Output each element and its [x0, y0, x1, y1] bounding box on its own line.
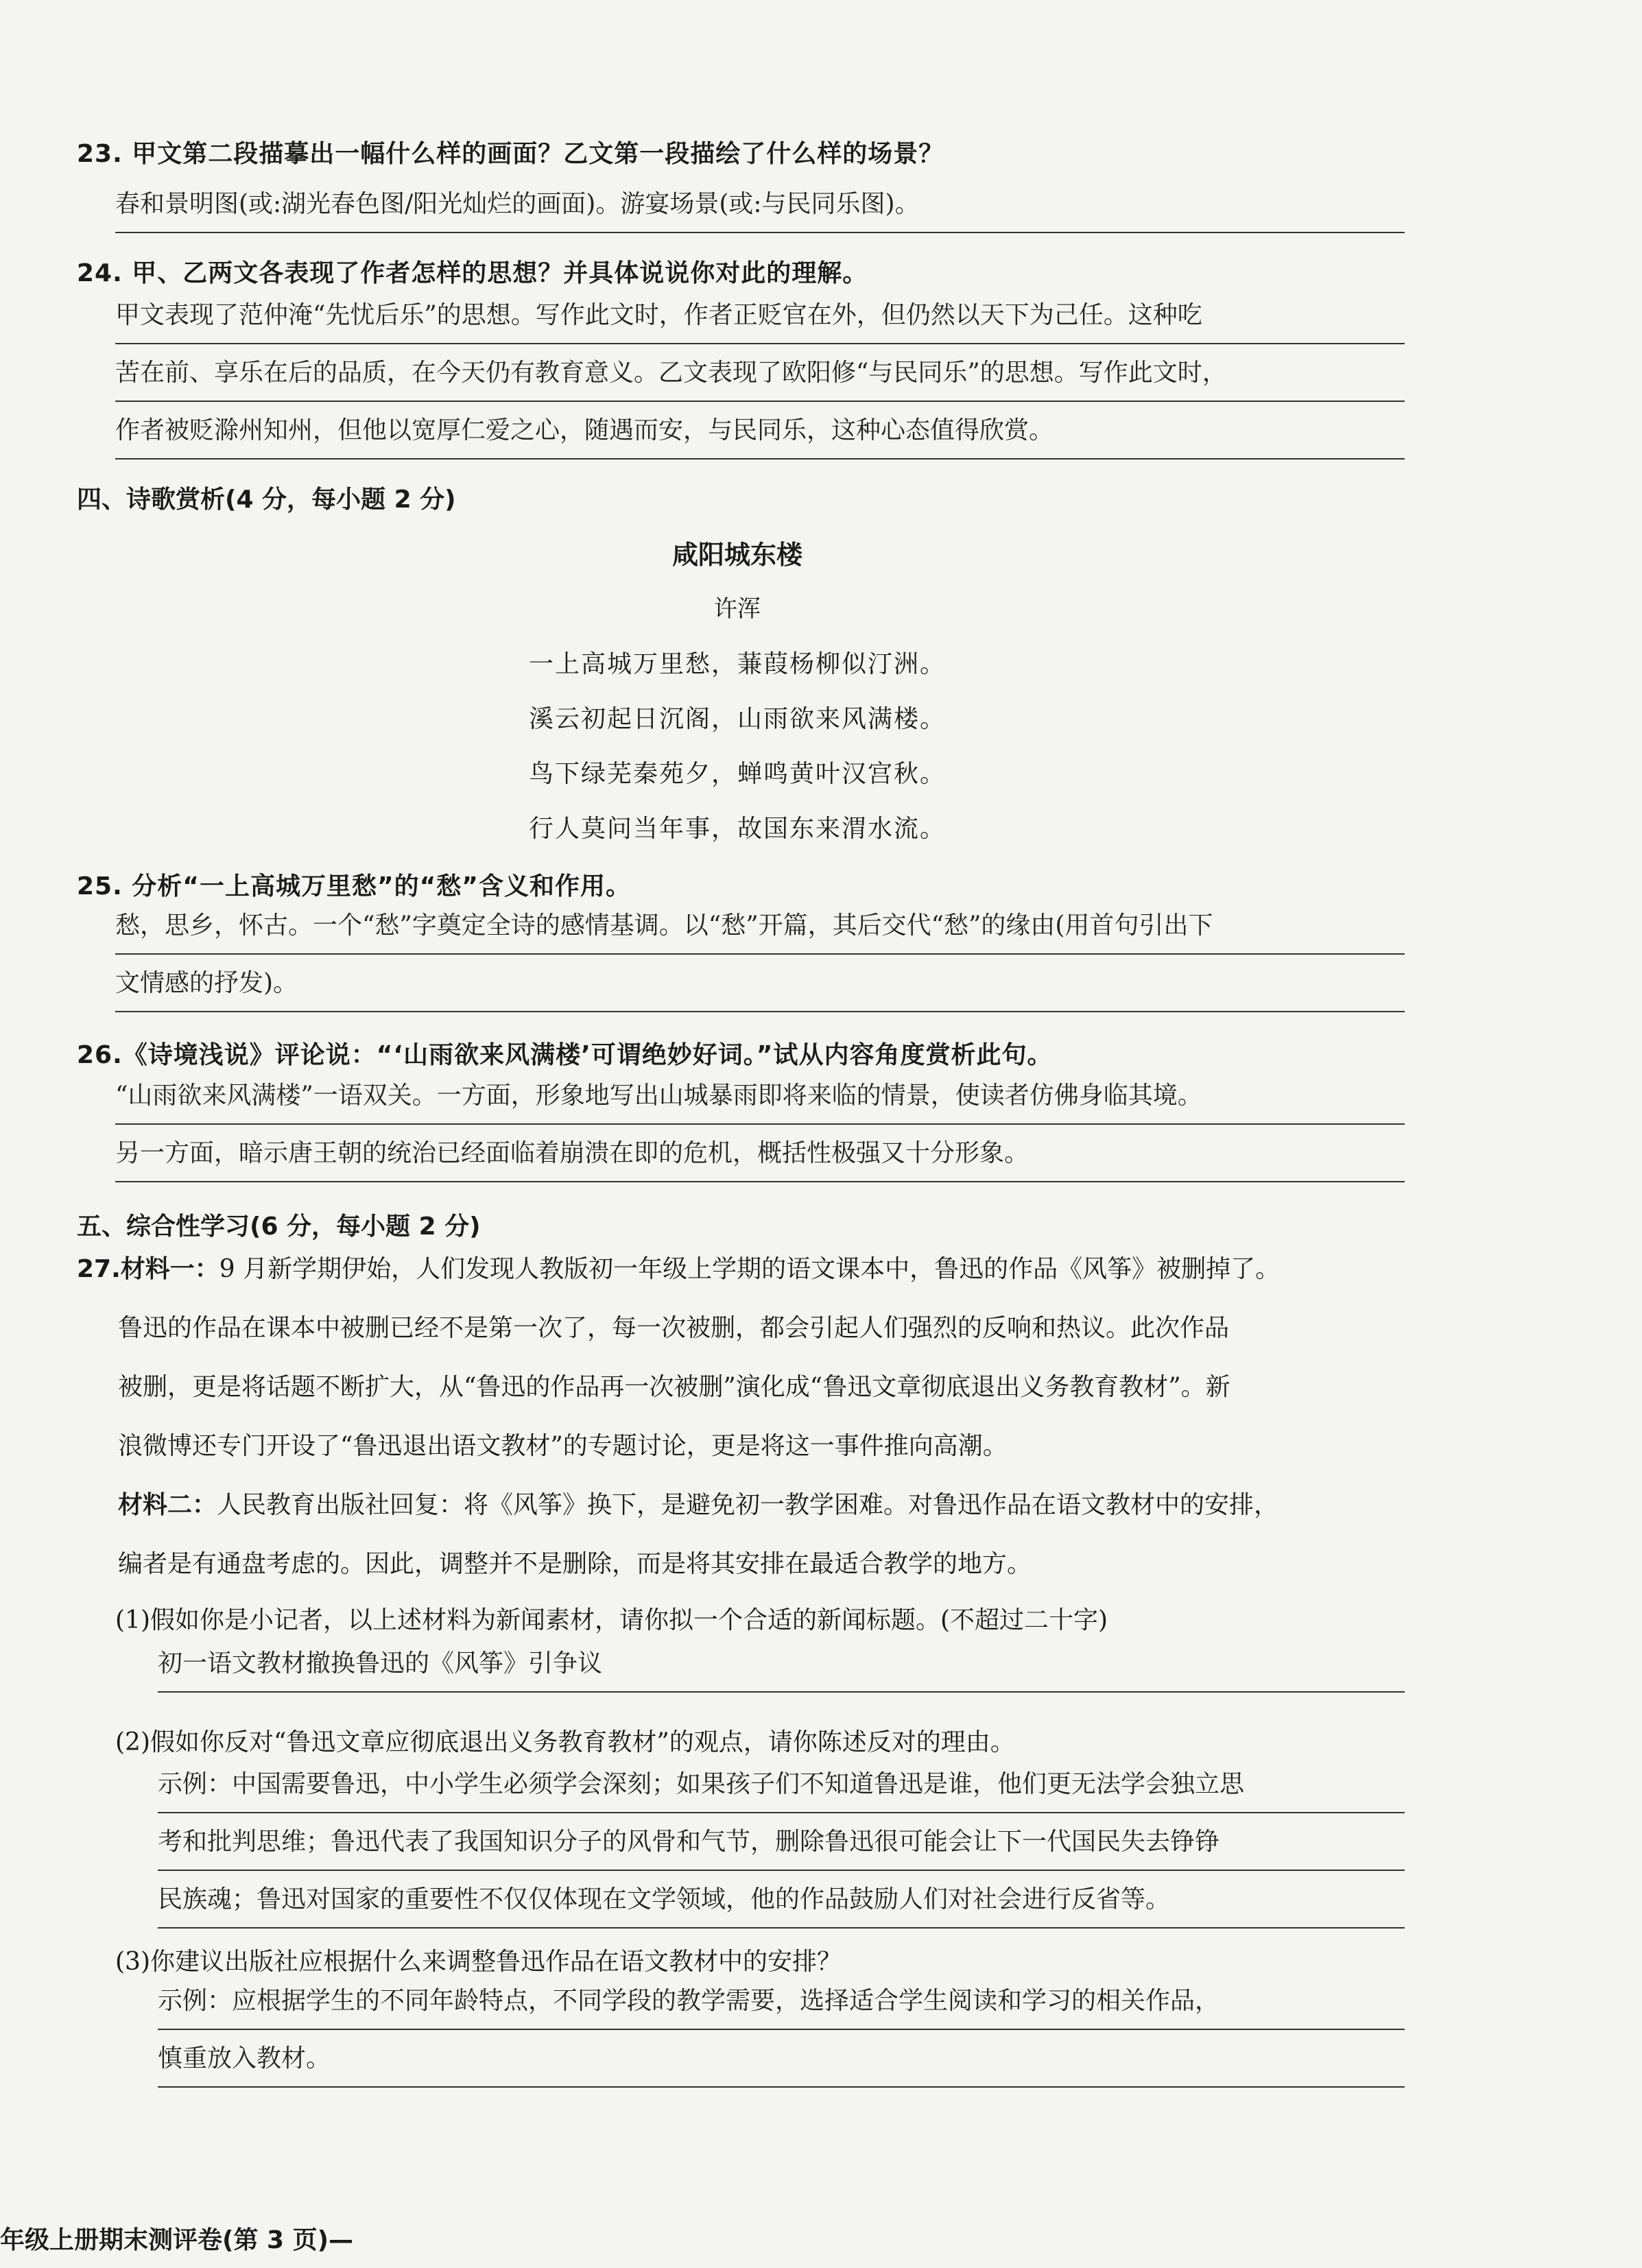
- page-footer: 年级上册期末测评卷(第 3 页)—: [0, 2226, 354, 2254]
- answer-line: 考和批判思维；鲁迅代表了我国知识分子的风骨和气节，删除鲁迅很可能会让下一代国民失去铮铮: [158, 1813, 1405, 1871]
- material-1-line: 鲁迅的作品在课本中被删已经不是第一次了，每一次被删，都会引起人们强烈的反响和热议。此次作品: [118, 1314, 1230, 1342]
- question-25: 25. 分析“一上高城万里愁”的“愁”含义和作用。: [77, 872, 631, 900]
- answer-line: 示例：应根据学生的不同年龄特点，不同学段的教学需要，选择适合学生阅读和学习的相关作品，: [158, 1972, 1405, 2030]
- material-2-text: 人民教育出版社回复：将《风筝》换下，是避免初一教学困难。对鲁迅作品在语文教材中的安排，: [217, 1491, 1279, 1519]
- answer-26: [115, 1067, 1405, 1182]
- answer-line: 民族魂；鲁迅对国家的重要性不仅仅体现在文学领域，他的作品鼓励人们对社会进行反省等。: [158, 1871, 1405, 1929]
- material-2-line: 编者是有通盘考虑的。因此，调整并不是删除，而是将其安排在最适合教学的地方。: [118, 1550, 1032, 1578]
- poem-title: 咸阳城东楼: [671, 540, 802, 570]
- material-1-line: 浪微博还专门开设了“鲁迅退出语文教材”的专题讨论，更是将这一事件推向高潮。: [118, 1432, 1008, 1460]
- poem-line: 鸟下绿芜秦苑夕，蝉鸣黄叶汉宫秋。: [528, 760, 946, 788]
- material-1-text: 9 月新学期伊始，人们发现人教版初一年级上学期的语文课本中，鲁迅的作品《风筝》被删掉了。: [219, 1255, 1281, 1283]
- material-2-label: 材料二：: [118, 1491, 217, 1519]
- answer-line: 作者被贬滁州知州，但他以宽厚仁爱之心，随遇而安，与民同乐，这种心态值得欣赏。: [115, 402, 1405, 459]
- question-27-2: (2)假如你反对“鲁迅文章应彻底退出义务教育教材”的观点，请你陈述反对的理由。: [115, 1728, 1015, 1756]
- question-24: 24. 甲、乙两文各表现了作者怎样的思想？并具体说说你对此的理解。: [77, 259, 868, 287]
- answer-line: 春和景明图(或:湖光春色图/阳光灿烂的画面)。游宴场景(或:与民同乐图)。: [115, 176, 1405, 233]
- answer-27-3: [158, 1972, 1405, 2088]
- question-27-3: (3)你建议出版社应根据什么来调整鲁迅作品在语文教材中的安排？: [115, 1948, 842, 1976]
- answer-line: 初一语文教材撤换鲁迅的《风筝》引争议: [158, 1635, 1405, 1693]
- section-5-title: 五、综合性学习(6 分，每小题 2 分): [77, 1213, 481, 1241]
- question-26: 26.《诗境浅说》评论说：“‘山雨欲来风满楼’可谓绝妙好词。”试从内容角度赏析此句。: [77, 1041, 1053, 1069]
- material-1-label: 材料一：: [120, 1255, 219, 1283]
- answer-line: “山雨欲来风满楼”一语双关。一方面，形象地写出山城暴雨即将来临的情景，使读者仿佛身临其境。: [115, 1067, 1405, 1125]
- answer-line: 示例：中国需要鲁迅，中小学生必须学会深刻；如果孩子们不知道鲁迅是谁，他们更无法学会独立思: [158, 1756, 1405, 1813]
- material-1-line: [77, 1240, 1414, 1299]
- answer-line: 愁，思乡，怀古。一个“愁”字奠定全诗的感情基调。以“愁”开篇，其后交代“愁”的缘由(用首句引出下: [115, 897, 1405, 955]
- material-1-line: 被删，更是将话题不断扩大，从“鲁迅的作品再一次被删”演化成“鲁迅文章彻底退出义务教育教材”。新: [118, 1373, 1230, 1401]
- question-27-materials: [77, 1240, 1414, 1594]
- question-23: 23. 甲文第二段描摹出一幅什么样的画面？乙文第一段描绘了什么样的场景？: [77, 140, 944, 168]
- answer-23: [115, 176, 1405, 233]
- poem-author: 许浑: [714, 595, 761, 623]
- answer-line: 苦在前、享乐在后的品质，在今天仍有教育意义。乙文表现了欧阳修“与民同乐”的思想。写作此文时，: [115, 344, 1405, 402]
- poem-line: 行人莫问当年事，故国东来渭水流。: [528, 815, 946, 843]
- question-27-1: (1)假如你是小记者，以上述材料为新闻素材，请你拟一个合适的新闻标题。(不超过二十字): [115, 1606, 1108, 1634]
- poem-line: 一上高城万里愁，蒹葭杨柳似汀洲。: [528, 650, 946, 678]
- material-2-line: [77, 1476, 1414, 1535]
- answer-line: 慎重放入教材。: [158, 2030, 1405, 2088]
- answer-25: [115, 897, 1405, 1012]
- section-4-title: 四、诗歌赏析(4 分，每小题 2 分): [77, 486, 456, 514]
- poem-line: 溪云初起日沉阁，山雨欲来风满楼。: [528, 705, 946, 733]
- answer-line: 另一方面，暗示唐王朝的统治已经面临着崩溃在即的危机，概括性极强又十分形象。: [115, 1125, 1405, 1182]
- answer-27-1: [158, 1635, 1405, 1693]
- answer-27-2: [158, 1756, 1405, 1929]
- answer-24: [115, 287, 1405, 459]
- answer-line: 甲文表现了范仲淹“先忧后乐”的思想。写作此文时，作者正贬官在外，但仍然以天下为己任。这种吃: [115, 287, 1405, 344]
- answer-line: 文情感的抒发)。: [115, 955, 1405, 1012]
- question-27-number: 27.: [77, 1255, 121, 1283]
